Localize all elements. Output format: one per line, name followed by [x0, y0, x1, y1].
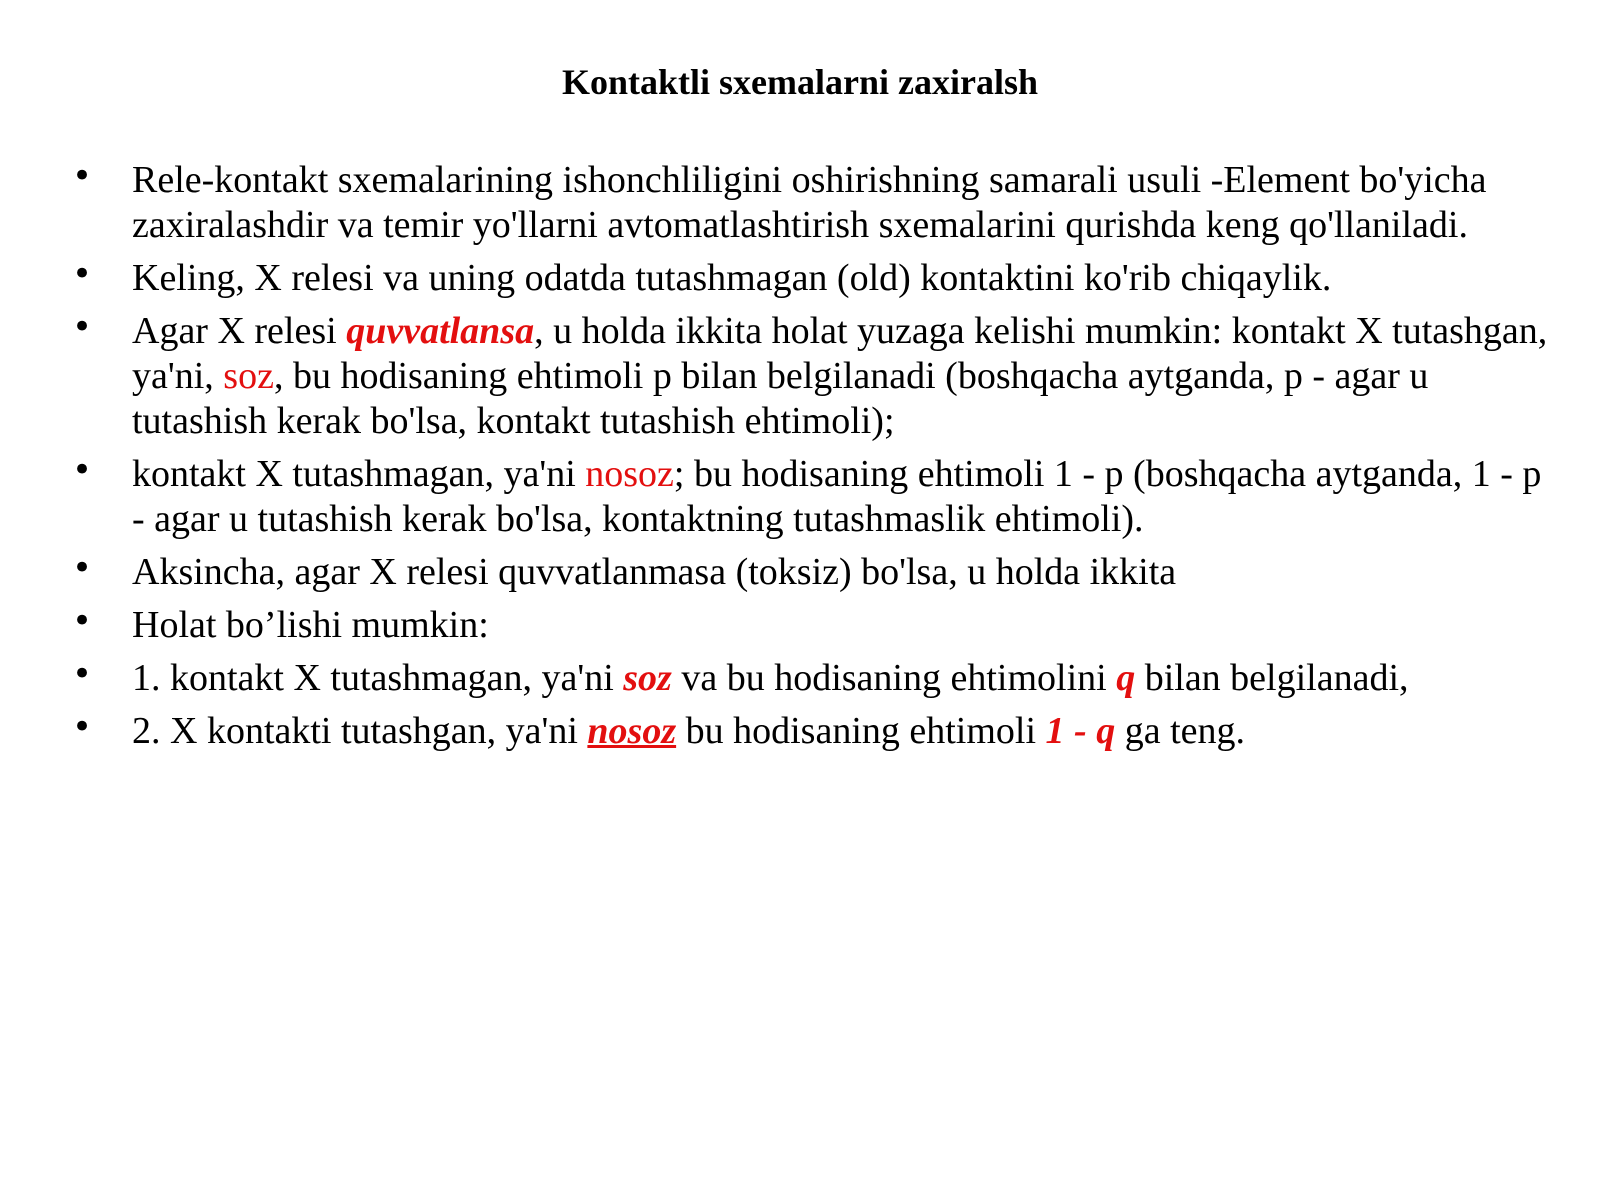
bullet-text-part: Agar X relesi — [132, 310, 347, 352]
bullet-text-part: ; bu hodisaning ehtimoli 1 - p (boshqacha aytganda, 1 - p - agar u tutashish kerak bo'lsa, kontaktning tutashmaslik ehtimoli). — [132, 453, 1542, 540]
bullet-dot-icon: • — [72, 254, 93, 294]
bullet-item-7 — [72, 656, 1562, 701]
bullet-dot-icon: • — [72, 307, 93, 347]
highlight-term: quvvatlansa — [346, 310, 535, 352]
highlight-term: soz — [623, 657, 672, 699]
bullet-text: Keling, X relesi va uning odatda tutashmagan (old) kontaktini ko'rib chiqaylik. — [132, 257, 1332, 299]
bullet-text-part: , bu hodisaning ehtimoli p bilan belgilanadi (boshqacha aytganda, p - agar u tutashish kerak bo'lsa, kontakt tutashish ehtimoli); — [132, 355, 1429, 442]
bullet-dot-icon: • — [72, 450, 93, 490]
bullet-text: Aksincha, agar X relesi quvvatlanmasa (toksiz) bo'lsa, u holda ikkita — [132, 551, 1177, 593]
highlight-term: nosoz — [587, 710, 677, 752]
bullet-item-5 — [72, 550, 1562, 595]
bullet-item-1 — [72, 158, 1562, 248]
bullet-item-8 — [72, 709, 1562, 754]
bullet-text-part: , u holda ikkita holat yuzaga kelishi mumkin: kontakt X tutashgan, ya'ni, — [132, 310, 1548, 397]
bullet-item-2 — [72, 256, 1562, 301]
bullet-list — [72, 158, 1562, 762]
bullet-text-part: 1. kontakt X tutashmagan, ya'ni — [132, 657, 624, 699]
bullet-text-part: va bu hodisaning ehtimolini — [671, 657, 1117, 699]
bullet-text: Holat bo’lishi mumkin: — [132, 604, 489, 646]
bullet-dot-icon: • — [72, 601, 93, 641]
bullet-dot-icon: • — [72, 548, 93, 588]
bullet-text: Rele-kontakt sxemalarining ishonchliligini oshirishning samarali usuli -Element bo'yicha zaxiralashdir va temir yo'llarni avtomatlashtirish sxemalarini qurishda keng qo'llaniladi. — [132, 159, 1487, 246]
highlight-term: nosoz — [585, 453, 674, 495]
bullet-dot-icon: • — [72, 156, 93, 196]
bullet-text-part: bu hodisaning ehtimoli — [676, 710, 1046, 752]
bullet-item-4 — [72, 452, 1562, 542]
slide-title: Kontaktli sxemalarni zaxiralsh — [562, 62, 1038, 102]
bullet-text-part: 2. X kontakti tutashgan, ya'ni — [132, 710, 588, 752]
bullet-dot-icon: • — [72, 654, 93, 694]
bullet-text-part: kontakt X tutashmagan, ya'ni — [132, 453, 586, 495]
bullet-item-6 — [72, 603, 1562, 648]
bullet-text-part: ga teng. — [1115, 710, 1245, 752]
bullet-dot-icon: • — [72, 707, 93, 747]
highlight-term: q — [1116, 657, 1136, 699]
highlight-term: soz — [223, 355, 274, 397]
bullet-text-part: bilan belgilanadi, — [1135, 657, 1409, 699]
highlight-term: 1 - q — [1045, 710, 1116, 752]
bullet-item-3 — [72, 309, 1562, 444]
